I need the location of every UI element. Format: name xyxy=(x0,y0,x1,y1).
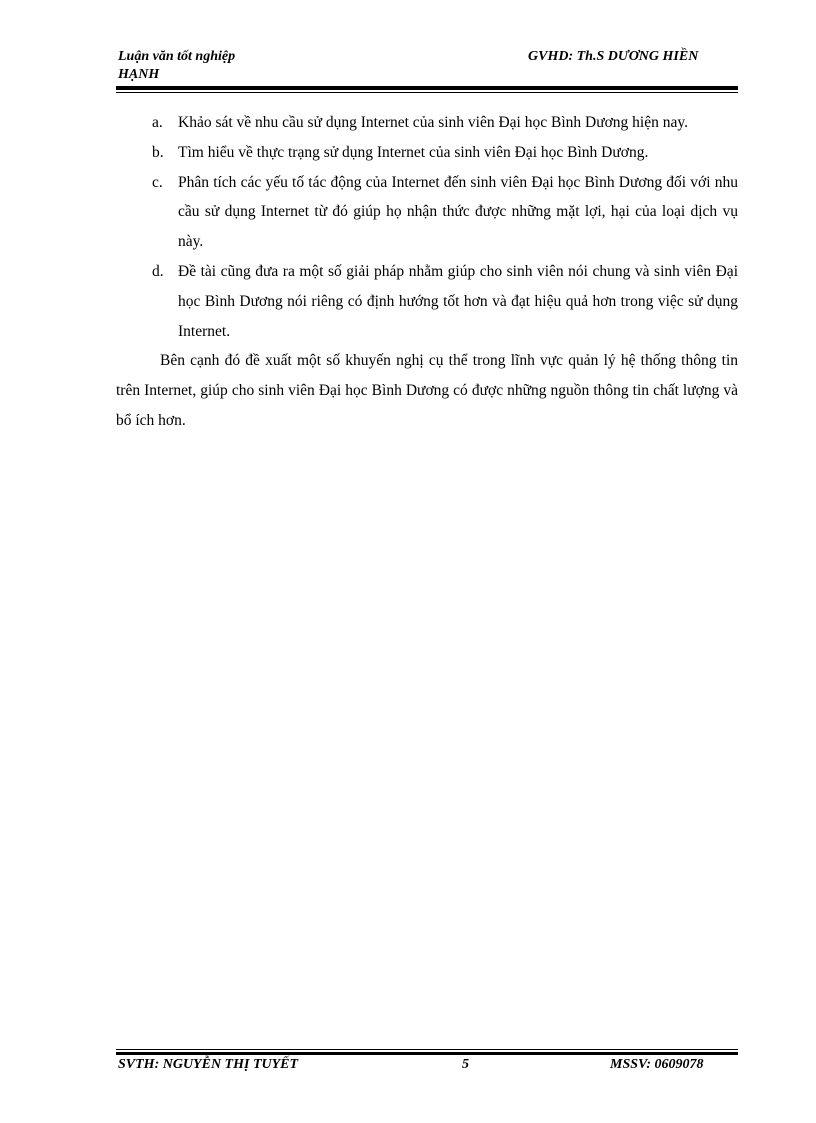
body-paragraph: Bên cạnh đó đề xuất một số khuyến nghị cụ thể trong lĩnh vực quản lý hệ thống thông tin trên Internet, giúp cho sinh viên Đại học Bình Dương có được những nguồn thông tin chất lượng và bổ ích hơn. xyxy=(116,352,738,429)
list-marker: d. xyxy=(152,262,164,280)
list-item xyxy=(116,138,738,168)
list-item-text: Tìm hiểu về thực trạng sử dụng Internet của sinh viên Đại học Bình Dương. xyxy=(178,143,649,161)
list-item xyxy=(116,257,738,346)
header-rule-thick xyxy=(116,86,738,90)
footer-student-id: MSSV: 0609078 xyxy=(610,1057,704,1072)
header-rule-thin xyxy=(116,92,738,93)
list-item xyxy=(116,168,738,257)
footer-rule-thin xyxy=(116,1049,738,1050)
list-marker: c. xyxy=(152,173,163,191)
list-item-text: Đề tài cũng đưa ra một số giải pháp nhằm giúp cho sinh viên nói chung và sinh viên Đại học Bình Dương nói riêng có định hướng tốt hơn và đạt hiệu quả hơn trong việc sử dụng Internet. xyxy=(178,262,738,340)
list-marker: b. xyxy=(152,143,164,161)
page-number: 5 xyxy=(462,1057,469,1072)
header-advisor-continued: HẠNH xyxy=(118,67,160,82)
list-item-text: Phân tích các yếu tố tác động của Internet đến sinh viên Đại học Bình Dương đối với nhu cầu sử dụng Internet từ đó giúp họ nhận thức được những mặt lợi, hại của loại dịch vụ này. xyxy=(178,173,738,251)
header-advisor: GVHD: Th.S DƯƠNG HIỀN xyxy=(528,49,699,64)
list-marker: a. xyxy=(152,114,163,131)
list-item-text: Khảo sát về nhu cầu sử dụng Internet của sinh viên Đại học Bình Dương hiện nay. xyxy=(178,114,688,131)
header-thesis-label: Luận văn tốt nghiệp xyxy=(118,49,236,64)
footer-rule-thick xyxy=(116,1052,738,1055)
footer-student-name: SVTH: NGUYỄN THỊ TUYẾT xyxy=(118,1057,299,1072)
page-body xyxy=(116,108,738,436)
list-item xyxy=(116,108,738,138)
